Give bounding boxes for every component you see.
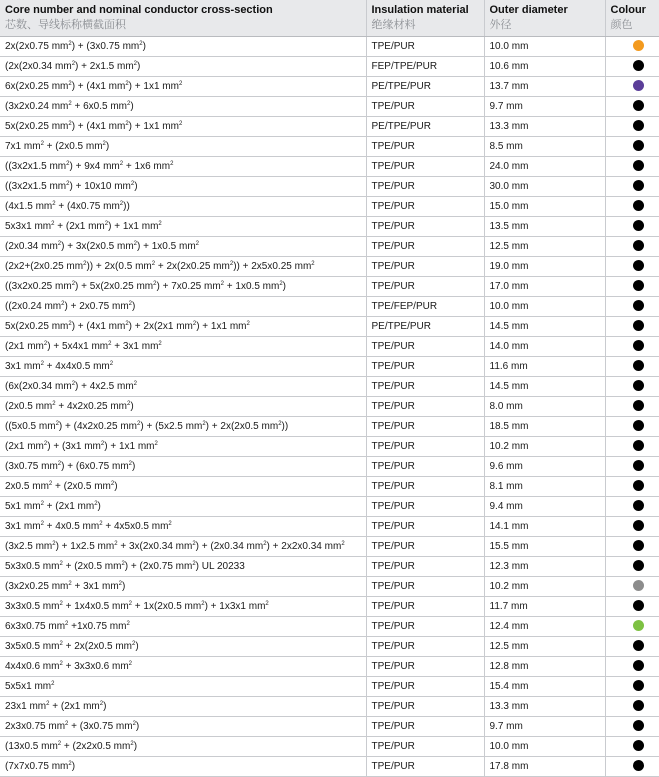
table-row xyxy=(0,136,659,156)
insulation-cell: PE/TPE/PUR xyxy=(366,76,484,96)
colour-cell xyxy=(605,316,659,336)
diameter-cell: 17.0 mm xyxy=(484,276,605,296)
table-row xyxy=(0,156,659,176)
core-cell: (3x2x0.24 $mm^2 + 6x0.5$ $mm^2$) xyxy=(0,96,366,116)
core-cell: 23x1 $mm^2 + (2x1$ $mm^2$) xyxy=(0,696,366,716)
core-cell: (2x(2x0.34 $mm^2) + 2x1.5$ $mm^2$) xyxy=(0,56,366,76)
header-core-zh: 芯数、导线标称横截面积 xyxy=(5,19,126,31)
core-cell: 5x5x1 $mm^2$ xyxy=(0,676,366,696)
colour-dot xyxy=(633,680,644,691)
insulation-cell: TPE/PUR xyxy=(366,356,484,376)
table-row xyxy=(0,316,659,336)
insulation-cell: TPE/PUR xyxy=(366,596,484,616)
insulation-cell: TPE/PUR xyxy=(366,696,484,716)
insulation-cell: TPE/PUR xyxy=(366,376,484,396)
insulation-cell: TPE/PUR xyxy=(366,576,484,596)
colour-dot xyxy=(633,620,644,631)
colour-cell xyxy=(605,356,659,376)
table-row xyxy=(0,356,659,376)
colour-dot xyxy=(633,440,644,451)
colour-cell xyxy=(605,576,659,596)
colour-cell xyxy=(605,376,659,396)
diameter-cell: 10.0 mm xyxy=(484,296,605,316)
colour-cell xyxy=(605,516,659,536)
table-row xyxy=(0,256,659,276)
diameter-cell: 30.0 mm xyxy=(484,176,605,196)
table-row xyxy=(0,416,659,436)
core-cell: (3x2.5 $mm^2) + 1x2.5$ $mm^2 + 3x(2x0.34$ $mm^2) + (2x0.34$ $mm^2) + 2x2x0.34$ $mm^2$ xyxy=(0,536,366,556)
header-colour-zh: 颜色 xyxy=(610,19,633,31)
colour-dot xyxy=(633,740,644,751)
insulation-cell: TPE/PUR xyxy=(366,36,484,56)
diameter-cell: 12.4 mm xyxy=(484,616,605,636)
diameter-cell: 11.7 mm xyxy=(484,596,605,616)
diameter-cell: 24.0 mm xyxy=(484,156,605,176)
colour-dot xyxy=(633,660,644,671)
insulation-cell: TPE/PUR xyxy=(366,236,484,256)
header-colour xyxy=(605,0,659,36)
diameter-cell: 8.1 mm xyxy=(484,476,605,496)
table-row xyxy=(0,716,659,736)
table-row xyxy=(0,116,659,136)
colour-dot xyxy=(633,460,644,471)
colour-dot xyxy=(633,80,644,91)
colour-dot xyxy=(633,320,644,331)
core-cell: 5x(2x0.25 $mm^2) + (4x1$ $mm^2) + 2x(2x1$ $mm^2) + 1x1$ $mm^2$ xyxy=(0,316,366,336)
colour-cell xyxy=(605,56,659,76)
colour-dot xyxy=(633,180,644,191)
diameter-cell: 10.0 mm xyxy=(484,36,605,56)
colour-cell xyxy=(605,116,659,136)
table-body xyxy=(0,36,659,776)
diameter-cell: 13.3 mm xyxy=(484,116,605,136)
table-row xyxy=(0,216,659,236)
colour-cell xyxy=(605,536,659,556)
table-row xyxy=(0,456,659,476)
core-cell: (3x2x0.25 $mm^2 + 3x1$ $mm^2$) xyxy=(0,576,366,596)
colour-dot xyxy=(633,300,644,311)
table-row xyxy=(0,396,659,416)
insulation-cell: TPE/PUR xyxy=(366,496,484,516)
header-row xyxy=(0,0,659,36)
colour-cell xyxy=(605,156,659,176)
insulation-cell: TPE/PUR xyxy=(366,636,484,656)
insulation-cell: TPE/PUR xyxy=(366,656,484,676)
diameter-cell: 11.6 mm xyxy=(484,356,605,376)
core-cell: 2x0.5 $mm^2 + (2x0.5$ $mm^2$) xyxy=(0,476,366,496)
table-row xyxy=(0,76,659,96)
colour-dot xyxy=(633,200,644,211)
colour-dot xyxy=(633,100,644,111)
table-row xyxy=(0,236,659,256)
colour-dot xyxy=(633,640,644,651)
table-row xyxy=(0,56,659,76)
core-cell: ((3x2x1.5 $mm^2) + 10x10$ $mm^2$) xyxy=(0,176,366,196)
table-row xyxy=(0,436,659,456)
insulation-cell: TPE/PUR xyxy=(366,456,484,476)
table-row xyxy=(0,516,659,536)
colour-dot xyxy=(633,540,644,551)
core-cell: (4x1.5 $mm^2 + (4x0.75$ $mm^2$)) xyxy=(0,196,366,216)
colour-dot xyxy=(633,560,644,571)
table-row xyxy=(0,676,659,696)
core-cell: 3x5x0.5 $mm^2 + 2x(2x0.5$ $mm^2$) xyxy=(0,636,366,656)
colour-cell xyxy=(605,396,659,416)
diameter-cell: 12.5 mm xyxy=(484,236,605,256)
colour-cell xyxy=(605,616,659,636)
colour-cell xyxy=(605,736,659,756)
core-cell: (2x0.34 $mm^2) + 3x(2x0.5$ $mm^2) + 1x0.5$ $mm^2$ xyxy=(0,236,366,256)
core-cell: ((3x2x0.25 $mm^2) + 5x(2x0.25$ $mm^2) + 7x0.25$ $mm^2 + 1x0.5$ $mm^2$) xyxy=(0,276,366,296)
colour-cell xyxy=(605,216,659,236)
diameter-cell: 10.2 mm xyxy=(484,576,605,596)
header-core-en: Core number and nominal conductor cross-section xyxy=(5,4,273,16)
colour-cell xyxy=(605,36,659,56)
header-colour-en: Colour xyxy=(610,4,646,16)
insulation-cell: TPE/PUR xyxy=(366,436,484,456)
insulation-cell: TPE/PUR xyxy=(366,556,484,576)
core-cell: 6x(2x0.25 $mm^2) + (4x1$ $mm^2) + 1x1$ $mm^2$ xyxy=(0,76,366,96)
colour-cell xyxy=(605,676,659,696)
table-row xyxy=(0,376,659,396)
colour-dot xyxy=(633,40,644,51)
colour-cell xyxy=(605,276,659,296)
insulation-cell: TPE/PUR xyxy=(366,516,484,536)
table-row xyxy=(0,36,659,56)
insulation-cell: TPE/PUR xyxy=(366,196,484,216)
colour-cell xyxy=(605,236,659,256)
colour-cell xyxy=(605,416,659,436)
insulation-cell: TPE/PUR xyxy=(366,176,484,196)
diameter-cell: 9.4 mm xyxy=(484,496,605,516)
table-row xyxy=(0,696,659,716)
diameter-cell: 15.4 mm xyxy=(484,676,605,696)
table-row xyxy=(0,476,659,496)
core-cell: 3x1 $mm^2 + 4x4x0.5$ $mm^2$ xyxy=(0,356,366,376)
diameter-cell: 8.0 mm xyxy=(484,396,605,416)
insulation-cell: TPE/PUR xyxy=(366,616,484,636)
colour-cell xyxy=(605,196,659,216)
core-cell: 7x1 $mm^2 + (2x0.5$ $mm^2$) xyxy=(0,136,366,156)
header-core xyxy=(0,0,366,36)
core-cell: (2x1 $mm^2) + (3x1$ $mm^2) + 1x1$ $mm^2$ xyxy=(0,436,366,456)
table-row xyxy=(0,96,659,116)
insulation-cell: TPE/PUR xyxy=(366,136,484,156)
table-row xyxy=(0,176,659,196)
header-diameter-en: Outer diameter xyxy=(489,4,568,16)
colour-dot xyxy=(633,500,644,511)
colour-dot xyxy=(633,700,644,711)
insulation-cell: TPE/PUR xyxy=(366,716,484,736)
colour-cell xyxy=(605,256,659,276)
insulation-cell: TPE/PUR xyxy=(366,536,484,556)
core-cell: 3x1 $mm^2 + 4x0.5$ $mm^2 + 4x5x0.5$ $mm^2$ xyxy=(0,516,366,536)
colour-dot xyxy=(633,260,644,271)
table-row xyxy=(0,336,659,356)
diameter-cell: 9.7 mm xyxy=(484,96,605,116)
colour-cell xyxy=(605,596,659,616)
insulation-cell: TPE/PUR xyxy=(366,96,484,116)
header-insulation-zh: 绝缘材料 xyxy=(371,19,416,31)
colour-cell xyxy=(605,656,659,676)
colour-dot xyxy=(633,760,644,771)
colour-cell xyxy=(605,436,659,456)
insulation-cell: FEP/TPE/PUR xyxy=(366,56,484,76)
header-insulation xyxy=(366,0,484,36)
table-row xyxy=(0,576,659,596)
colour-cell xyxy=(605,636,659,656)
table-row xyxy=(0,656,659,676)
core-cell: (6x(2x0.34 $mm^2) + 4x2.5$ $mm^2$ xyxy=(0,376,366,396)
colour-cell xyxy=(605,136,659,156)
insulation-cell: TPE/PUR xyxy=(366,736,484,756)
colour-dot xyxy=(633,400,644,411)
core-cell: 5x3x1 $mm^2 + (2x1$ $mm^2) + 1x1$ $mm^2$ xyxy=(0,216,366,236)
colour-dot xyxy=(633,140,644,151)
core-cell: 5x3x0.5 $mm^2 + (2x0.5$ $mm^2) + (2x0.75$ $mm^2$) UL 20233 xyxy=(0,556,366,576)
core-cell: ((2x0.24 $mm^2) + 2x0.75$ $mm^2$) xyxy=(0,296,366,316)
table-row xyxy=(0,756,659,776)
insulation-cell: TPE/PUR xyxy=(366,276,484,296)
core-cell: 4x4x0.6 $mm^2 + 3x3x0.6$ $mm^2$ xyxy=(0,656,366,676)
colour-dot xyxy=(633,160,644,171)
insulation-cell: TPE/PUR xyxy=(366,156,484,176)
colour-dot xyxy=(633,120,644,131)
colour-dot xyxy=(633,720,644,731)
diameter-cell: 15.5 mm xyxy=(484,536,605,556)
core-cell: 5x(2x0.25 $mm^2) + (4x1$ $mm^2) + 1x1$ $mm^2$ xyxy=(0,116,366,136)
colour-cell xyxy=(605,336,659,356)
insulation-cell: TPE/PUR xyxy=(366,476,484,496)
colour-cell xyxy=(605,556,659,576)
core-cell: (2x2+(2x0.25 $mm^2)) + 2x(0.5$ $mm^2 + 2x(2x0.25$ $mm^2)) + 2x5x0.25$ $mm^2$ xyxy=(0,256,366,276)
insulation-cell: TPE/PUR xyxy=(366,256,484,276)
core-cell: 5x1 $mm^2 + (2x1$ $mm^2$) xyxy=(0,496,366,516)
diameter-cell: 13.7 mm xyxy=(484,76,605,96)
diameter-cell: 15.0 mm xyxy=(484,196,605,216)
insulation-cell: PE/TPE/PUR xyxy=(366,316,484,336)
colour-dot xyxy=(633,380,644,391)
diameter-cell: 10.0 mm xyxy=(484,736,605,756)
table-row xyxy=(0,196,659,216)
colour-dot xyxy=(633,220,644,231)
colour-cell xyxy=(605,76,659,96)
header-diameter xyxy=(484,0,605,36)
core-cell: 2x3x0.75 $mm^2 + (3x0.75$ $mm^2$) xyxy=(0,716,366,736)
core-cell: (2x1 $mm^2) + 5x4x1$ $mm^2 + 3x1$ $mm^2$ xyxy=(0,336,366,356)
diameter-cell: 14.1 mm xyxy=(484,516,605,536)
colour-dot xyxy=(633,420,644,431)
colour-cell xyxy=(605,96,659,116)
core-cell: ((3x2x1.5 $mm^2) + 9x4$ $mm^2 + 1x6$ $mm^2$ xyxy=(0,156,366,176)
diameter-cell: 12.5 mm xyxy=(484,636,605,656)
core-cell: (13x0.5 $mm^2 + (2x2x0.5$ $mm^2$) xyxy=(0,736,366,756)
colour-dot xyxy=(633,280,644,291)
colour-dot xyxy=(633,480,644,491)
insulation-cell: TPE/PUR xyxy=(366,416,484,436)
diameter-cell: 14.5 mm xyxy=(484,316,605,336)
insulation-cell: TPE/PUR xyxy=(366,756,484,776)
colour-dot xyxy=(633,580,644,591)
core-cell: 6x3x0.75 $mm^2 +1x0.75$ $mm^2$ xyxy=(0,616,366,636)
table-row xyxy=(0,616,659,636)
diameter-cell: 8.5 mm xyxy=(484,136,605,156)
header-diameter-zh: 外径 xyxy=(489,19,512,31)
diameter-cell: 10.2 mm xyxy=(484,436,605,456)
diameter-cell: 9.7 mm xyxy=(484,716,605,736)
colour-cell xyxy=(605,496,659,516)
diameter-cell: 18.5 mm xyxy=(484,416,605,436)
colour-cell xyxy=(605,696,659,716)
header-insulation-en: Insulation material xyxy=(371,4,469,16)
table-row xyxy=(0,496,659,516)
table-row xyxy=(0,296,659,316)
colour-cell xyxy=(605,716,659,736)
diameter-cell: 10.6 mm xyxy=(484,56,605,76)
colour-cell xyxy=(605,756,659,776)
table-row xyxy=(0,556,659,576)
diameter-cell: 14.5 mm xyxy=(484,376,605,396)
colour-dot xyxy=(633,240,644,251)
diameter-cell: 13.3 mm xyxy=(484,696,605,716)
colour-cell xyxy=(605,476,659,496)
colour-cell xyxy=(605,456,659,476)
colour-dot xyxy=(633,360,644,371)
insulation-cell: TPE/FEP/PUR xyxy=(366,296,484,316)
table-row xyxy=(0,596,659,616)
core-cell: (7x7x0.75 $mm^2$) xyxy=(0,756,366,776)
colour-dot xyxy=(633,60,644,71)
diameter-cell: 13.5 mm xyxy=(484,216,605,236)
diameter-cell: 17.8 mm xyxy=(484,756,605,776)
core-cell: ((5x0.5 $mm^2) + (4x2x0.25$ $mm^2) + (5x2.5$ $mm^2) + 2x(2x0.5$ $mm^2$)) xyxy=(0,416,366,436)
core-cell: 3x3x0.5 $mm^2 + 1x4x0.5$ $mm^2 + 1x(2x0.5$ $mm^2) + 1x3x1$ $mm^2$ xyxy=(0,596,366,616)
insulation-cell: TPE/PUR xyxy=(366,336,484,356)
diameter-cell: 19.0 mm xyxy=(484,256,605,276)
insulation-cell: TPE/PUR xyxy=(366,396,484,416)
core-cell: (3x0.75 $mm^2) + (6x0.75$ $mm^2$) xyxy=(0,456,366,476)
core-cell: 2x(2x0.75 $mm^2) + (3x0.75$ $mm^2$) xyxy=(0,36,366,56)
colour-cell xyxy=(605,176,659,196)
insulation-cell: PE/TPE/PUR xyxy=(366,116,484,136)
diameter-cell: 12.3 mm xyxy=(484,556,605,576)
colour-dot xyxy=(633,520,644,531)
table-row xyxy=(0,536,659,556)
insulation-cell: TPE/PUR xyxy=(366,216,484,236)
colour-dot xyxy=(633,340,644,351)
colour-dot xyxy=(633,600,644,611)
insulation-cell: TPE/PUR xyxy=(366,676,484,696)
table-row xyxy=(0,736,659,756)
diameter-cell: 9.6 mm xyxy=(484,456,605,476)
core-cell: (2x0.5 $mm^2 + 4x2x0.25$ $mm^2$) xyxy=(0,396,366,416)
diameter-cell: 14.0 mm xyxy=(484,336,605,356)
table-row xyxy=(0,276,659,296)
table-row xyxy=(0,636,659,656)
diameter-cell: 12.8 mm xyxy=(484,656,605,676)
colour-cell xyxy=(605,296,659,316)
